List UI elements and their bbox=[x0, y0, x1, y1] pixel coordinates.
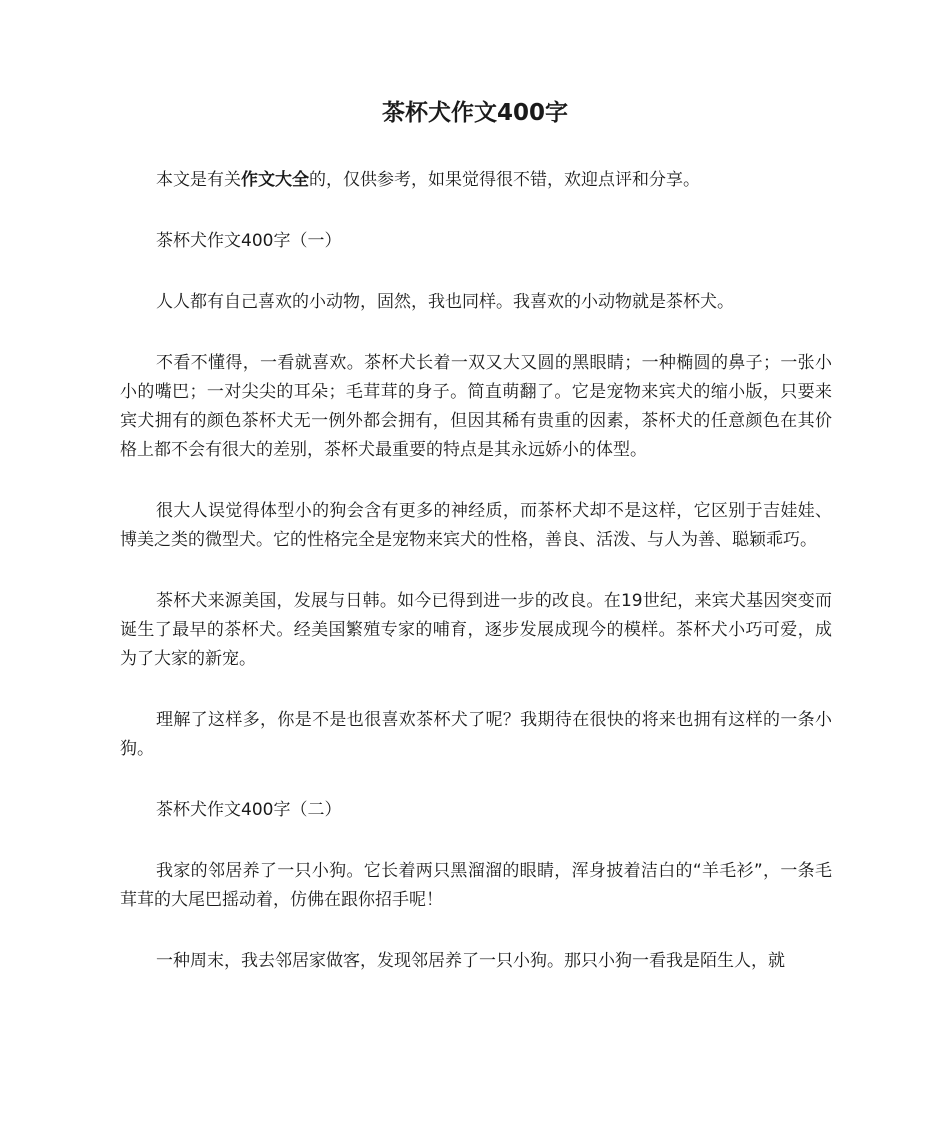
paragraph: 理解了这样多，你是不是也很喜欢茶杯犬了呢？我期待在很快的将来也拥有这样的一条小狗。 bbox=[120, 710, 832, 759]
intro-bold-link: 作文大全 bbox=[241, 170, 309, 190]
paragraph: 不看不懂得，一看就喜欢。茶杯犬长着一双又大又圆的黑眼睛；一种椭圆的鼻子；一张小小的嘴巴；一对尖尖的耳朵；毛茸茸的身子。简直萌翻了。它是宠物来宾犬的缩小版，只要来宾犬拥有的颜色茶杯犬无一例外都会拥有，但因其稀有贵重的因素，茶杯犬的任意颜色在其价格上都不会有很大的差别，茶杯犬最重要的特点是其永远娇小的体型。 bbox=[120, 353, 832, 460]
document-body bbox=[120, 166, 832, 1008]
section-heading-2: 茶杯犬作文400字（二） bbox=[156, 800, 342, 820]
paragraph: 人人都有自己喜欢的小动物，固然，我也同样。我喜欢的小动物就是茶杯犬。 bbox=[156, 292, 734, 312]
paragraph: 一种周末，我去邻居家做客，发现邻居养了一只小狗。那只小狗一看我是陌生人，就 bbox=[156, 951, 785, 971]
intro-paragraph bbox=[120, 166, 832, 195]
intro-prefix: 本文是有关 bbox=[156, 170, 241, 190]
intro-suffix: 的，仅供参考，如果觉得很不错，欢迎点评和分享。 bbox=[309, 170, 700, 190]
paragraph: 我家的邻居养了一只小狗。它长着两只黑溜溜的眼睛，浑身披着洁白的“羊毛衫”，一条毛茸茸的大尾巴摇动着，仿佛在跟你招手呢！ bbox=[120, 861, 832, 910]
paragraph: 很大人误觉得体型小的狗会含有更多的神经质，而茶杯犬却不是这样，它区别于吉娃娃、博美之类的微型犬。它的性格完全是宠物来宾犬的性格，善良、活泼、与人为善、聪颖乖巧。 bbox=[120, 501, 832, 550]
paragraph: 茶杯犬来源美国，发展与日韩。如今已得到进一步的改良。在19世纪，来宾犬基因突变而诞生了最早的茶杯犬。经美国繁殖专家的哺育，逐步发展成现今的模样。茶杯犬小巧可爱，成为了大家的新宠。 bbox=[120, 591, 832, 669]
document-title: 茶杯犬作文400字 bbox=[381, 100, 568, 126]
section-heading-1: 茶杯犬作文400字（一） bbox=[156, 231, 342, 251]
